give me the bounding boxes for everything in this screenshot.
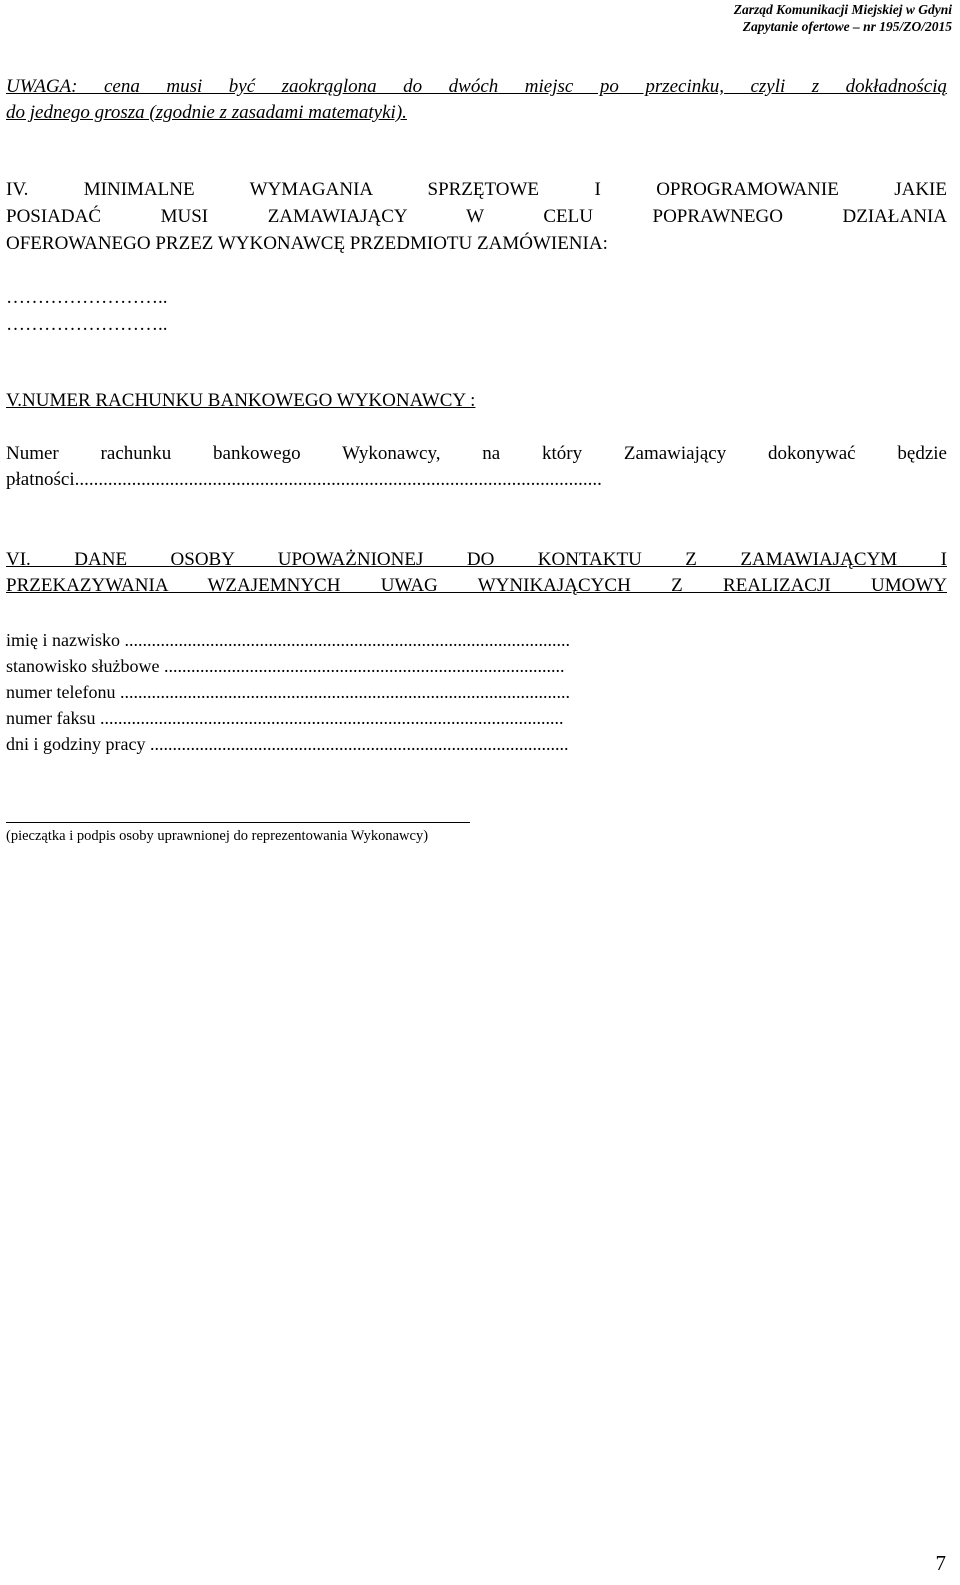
contact-field-position: stanowisko służbowe ......................................................................................... — [6, 656, 565, 676]
rounding-note-line-1: UWAGA: cena musi być zaokrąglona do dwóch miejsc po przecinku, czyli z dokładnością — [6, 76, 947, 97]
contact-field-hours: dni i godziny pracy ............................................................................................. — [6, 734, 569, 754]
signature-line — [6, 822, 470, 823]
section-vi-heading-line-1: VI. DANE OSOBY UPOWAŻNIONEJ DO KONTAKTU Z ZAMAWIAJĄCYM I — [6, 549, 947, 570]
page-number: 7 — [935, 1551, 946, 1575]
section-v-heading: V.NUMER RACHUNKU BANKOWEGO WYKONAWCY : — [6, 390, 476, 411]
contact-field-name: imię i nazwisko ................................................................................................... — [6, 630, 570, 650]
section-iv-fill-line-2: …………………….. — [6, 314, 168, 335]
header-inquiry-number: Zapytanie ofertowe – nr 195/ZO/2015 — [742, 19, 952, 34]
section-v-text-line-2: płatności............................................................................................................... — [6, 469, 602, 490]
section-iv-fill-line-1: …………………….. — [6, 287, 168, 308]
contact-field-fax: numer faksu ....................................................................................................... — [6, 708, 564, 728]
section-vi-heading-line-2: PRZEKAZYWANIA WZAJEMNYCH UWAG WYNIKAJĄCYCH Z REALIZACJI UMOWY — [6, 575, 947, 596]
signature-caption: (pieczątka i podpis osoby uprawnionej do reprezentowania Wykonawcy) — [6, 828, 429, 844]
section-iv-heading-line-2: POSIADAĆ MUSI ZAMAWIAJĄCY W CELU POPRAWNEGO DZIAŁANIA — [6, 206, 947, 227]
section-iv-heading-line-1: IV. MINIMALNE WYMAGANIA SPRZĘTOWE I OPROGRAMOWANIE JAKIE — [6, 179, 947, 200]
section-iv-heading-line-3: OFEROWANEGO PRZEZ WYKONAWCĘ PRZEDMIOTU ZAMÓWIENIA: — [6, 233, 608, 254]
rounding-note-line-2: do jednego grosza (zgodnie z zasadami matematyki). — [6, 102, 407, 123]
contact-field-phone: numer telefonu .................................................................................................... — [6, 682, 570, 702]
header-organization: Zarząd Komunikacji Miejskiej w Gdyni — [733, 2, 952, 17]
section-v-text-line-1: Numer rachunku bankowego Wykonawcy, na który Zamawiający dokonywać będzie — [6, 443, 947, 464]
